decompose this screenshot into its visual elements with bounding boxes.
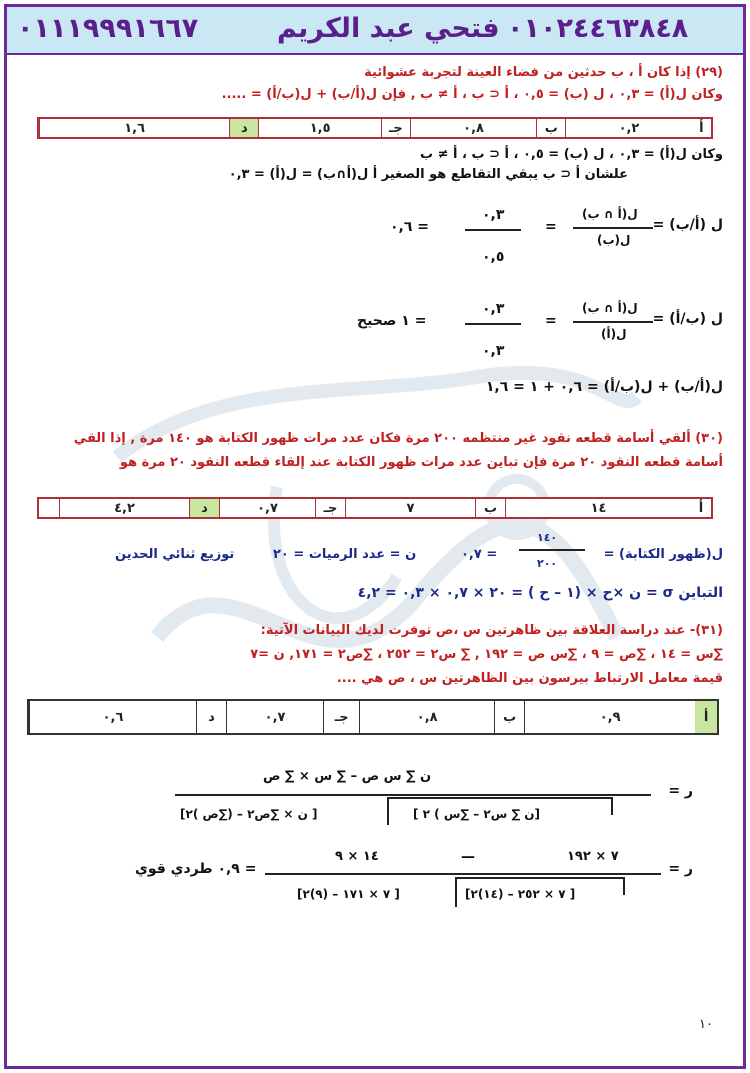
choice-letter-b[interactable]: ب [475,499,505,517]
phone-left: ٠١١١٩٩٩١٦٦٧ [17,13,199,44]
q29-eq2-num: ل(أ ∩ ب) [582,301,638,315]
q30-sol-num: ١٤٠ [537,531,558,544]
formula2-num-b: ١٤ × ٩ [335,849,379,864]
choice-letter-a[interactable]: أ [699,120,704,136]
choice-letter-d[interactable]: د [229,119,258,137]
q29-eq1-den2: ٠,٥ [482,249,505,265]
page-frame [4,4,746,1069]
fraction-bar [465,323,521,325]
sqrt-sign [455,877,457,907]
choice-value-b[interactable]: ٠,٨ [359,701,494,733]
fraction-bar [573,321,653,323]
formula2-num-a: ٧ × ١٩٢ [567,849,619,864]
q29-sol2: علشان أ ⊂ ب يبقي التقاطع هو الصغير أ ل(أ∩ب) = ل(أ) = ٠,٣ [228,167,628,182]
author-name: فتحي عبد الكريم [277,13,500,44]
choice-letter-a[interactable]: أ [698,500,704,516]
choice-letter-b[interactable]: ب [494,701,524,733]
page-number: ١٠ [699,1017,713,1032]
q30-sol-n: ن = عدد الرميات = ٢٠ [273,547,417,562]
q29-line1: (٢٩) إذا كان أ ، ب حدثين من فضاء العينة لتجربة عشوائية [364,65,723,80]
equals-sign: = [545,219,557,235]
page-header [7,7,743,55]
q29-eq1-num: ل(أ ∩ ب) [582,207,638,221]
fraction-bar [265,873,661,875]
equals-sign: = [545,313,557,329]
choice-value-a[interactable]: ٠,٢ [565,119,691,137]
formula2-den-right: [ ٧ × ٢٥٢ – (١٤)٢] [465,887,576,901]
q29-line2: وكان ل(أ) = ٠,٣ ، ل (ب) = ٠,٥ ، أ ⊂ ب ، أ ≠ ب , فإن ل(أ/ب) + ل(ب/أ) = ..... [221,87,723,102]
q31-line3: قيمة معامل الارتباط بيرسون بين الظاهرتين س ، ص هي .... [336,671,723,686]
q29-answer-row [37,117,713,139]
formula2-num-dash: — [461,849,475,865]
q31-line1: (٣١)- عند دراسة العلاقة بين ظاهرتين س ،ص توفرت لديك البيانات الآتية: [260,623,723,638]
q30-sol-mid: = ٠,٧ [461,547,498,562]
q29-eq1-left: ل (أ/ب) = [652,217,723,233]
sqrt-bar [455,877,623,879]
choice-value-d[interactable]: ٤,٢ [59,499,189,517]
choice-value-d[interactable]: ٠,٦ [29,701,196,733]
q30-line1: (٣٠) ألقي أسامة قطعه نقود غير منتظمه ٢٠٠ مرة فكان عدد مرات ظهور الكتابة هو ١٤٠ مرة , إذا القي [73,431,723,446]
formula2-den-left: [ ٧ × ١٧١ – (٩)٢] [297,887,400,901]
fraction-bar [519,549,585,551]
q31-line2: ∑س = ١٤ ، ∑ص = ٩ ، ∑س ص = ١٩٢ , ∑ س٢ = ٢٥٢ ، ∑ص٢ = ١٧١, ن =٧ [250,647,723,662]
q31-answer-row [27,699,719,735]
choice-value-a[interactable]: ١٤ [505,499,691,517]
choice-value-b[interactable]: ٧ [345,499,475,517]
q29-eq1-result: = ٠,٦ [390,219,430,235]
q29-eq2-result: = ١ صحيح [357,313,427,329]
q30-line2: أسامة قطعه النقود ٢٠ مرة فإن تباين عدد مرات ظهور الكتابة عند إلقاء قطعه النقود ٢٠ مرة هو [119,455,723,470]
formula1-numerator: ن ∑ س ص – ∑ س × ∑ ص [263,769,432,784]
choice-letter-b[interactable]: ب [536,119,565,137]
q30-sol-dist: توزيع ثنائي الحدين [115,547,235,562]
sqrt-sign [623,877,625,895]
choice-value-a[interactable]: ٠,٩ [524,701,695,733]
choice-letter-c[interactable]: جـ [323,701,359,733]
choice-letter-c[interactable]: جـ [381,119,410,137]
q29-eq2-left: ل (ب/أ) = [652,311,723,327]
formula1-den-left: [ ن × ∑ص٢ – (∑ص )٢] [180,807,318,821]
choice-letter-a[interactable]: أ [695,701,717,733]
sqrt-bar [387,797,611,799]
q29-sol1: وكان ل(أ) = ٠,٣ ، ل (ب) = ٠,٥ ، أ ⊂ ب ، أ ≠ ب [420,147,723,162]
choice-value-b[interactable]: ٠,٨ [410,119,536,137]
fraction-bar [573,227,653,229]
choice-letter-c[interactable]: جـ [315,499,345,517]
q30-answer-row [37,497,713,519]
q29-eq1-num2: ٠,٣ [482,207,505,223]
formula2-result: = ٠,٩ طردي قوي [135,861,257,877]
sqrt-sign [387,797,389,825]
choice-value-c[interactable]: ٠,٧ [219,499,315,517]
q30-sol-den: ٢٠٠ [537,557,558,570]
q30-sol-left: ل(ظهور الكتابة) = [603,547,723,562]
sqrt-sign [611,797,613,815]
choice-letter-d[interactable]: د [189,499,219,517]
q30-sol-var: التباين σ = ن ×ح × (١ – ح ) = ٢٠ × ٠,٧ × ٠,٣ = ٤,٢ [357,585,723,601]
r-label: ر = [668,783,693,799]
q29-eq2-den: ل(أ) [601,327,627,341]
q29-eq1-den: ل(ب) [597,233,631,247]
choice-value-c[interactable]: ١,٥ [258,119,380,137]
choice-value-c[interactable]: ٠,٧ [226,701,323,733]
choice-value-d[interactable]: ١,٦ [39,119,229,137]
fraction-bar [465,229,521,231]
q29-eq2-den2: ٠,٣ [482,343,505,359]
phone-right: ٠١٠٢٤٤٦٣٨٤٨ [507,13,689,44]
formula1-den-right: [ن ∑ س٢ – ∑س ) ٢ ] [413,807,540,821]
choice-letter-d[interactable]: د [196,701,226,733]
q29-eq2-num2: ٠,٣ [482,301,505,317]
fraction-bar [175,794,651,796]
q29-eq3: ل(أ/ب) + ل(ب/أ) = ٠,٦ + ١ = ١,٦ [485,379,723,395]
r-label: ر = [668,861,693,877]
